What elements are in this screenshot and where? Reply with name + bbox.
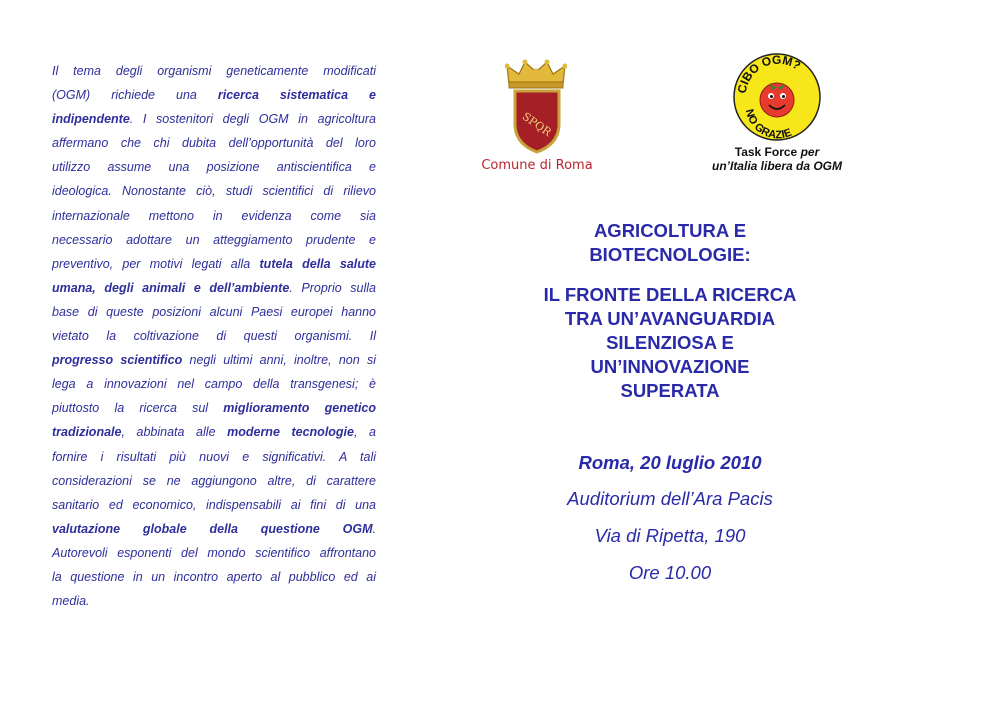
text-line [52, 372, 376, 396]
event-venue: Auditorium dell’Ara Pacis [567, 488, 773, 509]
title-line: AGRICOLTURA E [593, 220, 747, 241]
title-line: BIOTECNOLOGIE: [589, 244, 751, 265]
event-address: Via di Ripetta, 190 [594, 525, 746, 546]
text-segment: piuttosto la ricerca sul [52, 401, 224, 416]
event-date: Roma, 20 luglio 2010 [578, 452, 762, 473]
crown-icon [505, 58, 567, 90]
text-line [52, 348, 376, 372]
text-line [52, 252, 376, 276]
bold-text: progresso scientifico [52, 353, 183, 368]
text-segment: , a [353, 425, 376, 440]
text-line [52, 155, 376, 179]
bold-text: miglioramento genetico [223, 401, 377, 416]
text-line [52, 204, 376, 228]
text-line [52, 565, 376, 589]
text-segment: base di queste posizioni alcuni Paesi europei hanno [52, 304, 376, 319]
text-line [52, 324, 376, 348]
text-segment: necessario adottare un atteggiamento prudente e [52, 232, 376, 247]
subtitle-line: TRA UN’AVANGUARDIA [564, 308, 776, 329]
text-segment: sanitario ed economico, indispensabili ai fini di una [52, 497, 376, 512]
bold-text: indipendente [52, 112, 130, 127]
text-line [52, 107, 376, 131]
subtitle-line: UN’INNOVAZIONE [590, 356, 750, 377]
text-segment: utilizzo assume una posizione antiscientifica e [52, 160, 376, 175]
taskforce-line2: un’Italia libera da OGM [711, 159, 843, 173]
shield-text: SPQR [519, 109, 554, 139]
comune-di-roma-logo [477, 58, 597, 178]
text-line [52, 420, 376, 444]
text-line [52, 589, 376, 613]
text-line [52, 541, 376, 565]
text-line [52, 83, 376, 107]
text-segment: Il tema degli organismi geneticamente modificati [52, 64, 376, 78]
intro-text [52, 59, 376, 613]
task-force-caption [672, 145, 882, 173]
text-segment: internazionale mettono in evidenza come sia [52, 208, 376, 223]
ogm-top-text: CIBO OGM? [734, 52, 804, 95]
event-subtitle [480, 283, 860, 403]
taskforce-per: per [800, 145, 820, 159]
subtitle-line: SILENZIOSA E [606, 332, 734, 353]
text-segment: considerazioni se ne aggiungono altre, di carattere [52, 473, 376, 488]
ogm-no-grazie-logo [732, 52, 822, 142]
bold-text: ricerca sistematica e [217, 88, 376, 103]
text-line [52, 228, 376, 252]
ogm-bottom-text: NO GRAZIE [742, 107, 794, 142]
text-line [52, 493, 376, 517]
text-segment: lega a innovazioni nel campo della transgenesi; è [52, 377, 376, 392]
event-time: Ore 10.00 [628, 562, 712, 583]
text-segment: fornire i risultati più nuovi e significativi. A tali [52, 449, 376, 464]
text-line [52, 131, 376, 155]
bold-text: tutela della salute [259, 256, 376, 271]
subtitle-line: IL FRONTE DELLA RICERCA [543, 284, 797, 305]
event-title [480, 219, 860, 267]
text-line [52, 517, 376, 541]
subtitle-line: SUPERATA [620, 380, 720, 401]
text-segment: . Proprio sulla [289, 280, 376, 295]
spqr-shield-icon [512, 88, 562, 154]
bold-text: moderne tecnologie [227, 425, 354, 440]
text-line [52, 445, 376, 469]
text-segment: (OGM) richiede una [52, 88, 218, 103]
text-segment: vietato la coltivazione di questi organismi. Il [52, 329, 376, 344]
tomato-icon [760, 83, 794, 117]
text-segment: preventivo, per motivi legati alla [52, 256, 260, 271]
text-segment: media. [52, 594, 90, 609]
text-segment: la questione in un incontro aperto al pubblico ed ai [52, 569, 376, 584]
text-segment: Autorevoli esponenti del mondo scientifico affrontano [52, 545, 376, 560]
text-segment: affermano che chi dubita dell’opportunità del loro [52, 136, 376, 151]
text-segment: ideologica. Nonostante ciò, studi scientifici di rilievo [52, 184, 376, 199]
taskforce-text: Task Force [734, 145, 801, 159]
text-line [52, 300, 376, 324]
bold-text: tradizionale [52, 425, 122, 440]
text-line [52, 59, 376, 83]
text-line [52, 396, 376, 420]
text-line [52, 276, 376, 300]
text-line [52, 469, 376, 493]
text-segment: , abbinata alle [121, 425, 228, 440]
bold-text: valutazione globale della questione OGM [52, 521, 373, 536]
bold-text: umana, degli animali e dell’ambiente [52, 280, 290, 295]
text-segment: negli ultimi anni, inoltre, non si [182, 353, 376, 368]
text-segment: . [372, 521, 376, 536]
comune-caption: Comune di Roma [481, 158, 593, 173]
text-segment: . I sostenitori degli OGM in agricoltura [129, 112, 376, 127]
text-line [52, 179, 376, 203]
